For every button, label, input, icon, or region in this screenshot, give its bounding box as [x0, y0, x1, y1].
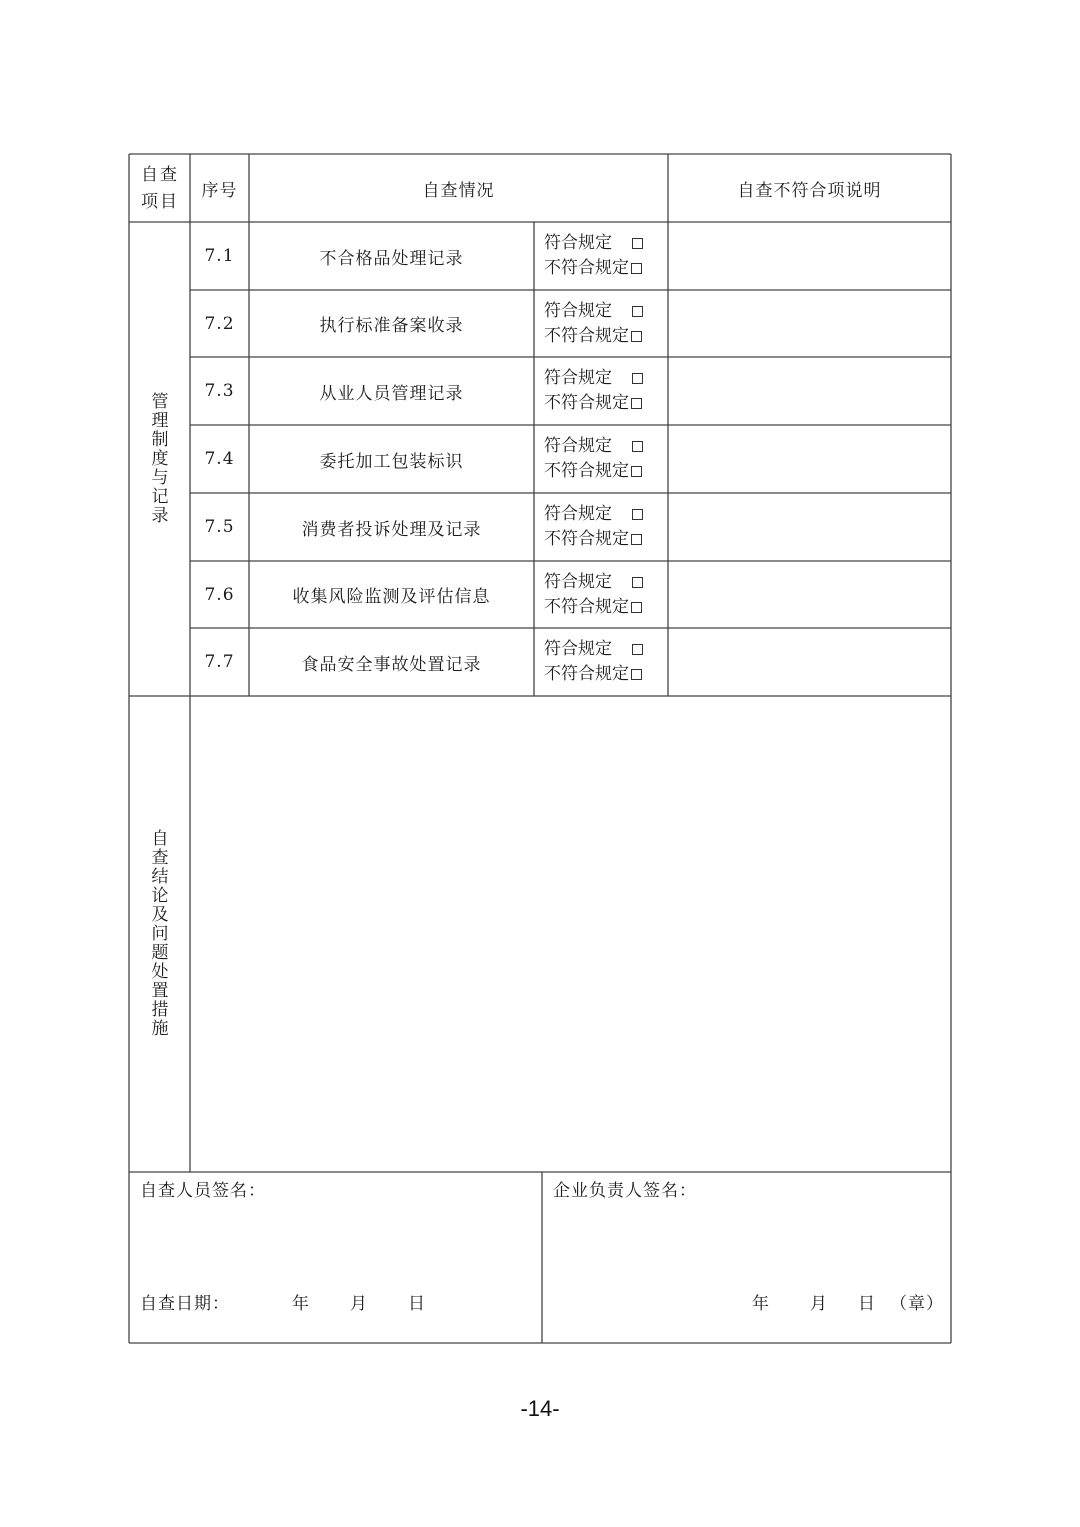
header-situation: 自查情况	[422, 181, 495, 201]
category-management-label	[130, 222, 190, 696]
date-year-label: 年	[292, 1294, 310, 1314]
category-management-char: 理	[151, 410, 169, 431]
nonconformity-note-field[interactable]	[669, 357, 951, 425]
conform-option[interactable]	[536, 502, 666, 527]
nonconform-label: 不符合规定	[544, 393, 629, 413]
nonconform-checkbox[interactable]	[631, 331, 642, 342]
conclusion-char: 题	[151, 943, 169, 963]
row-number: 7.1	[204, 246, 235, 266]
row-item: 收集风险监测及评估信息	[292, 587, 491, 607]
seal-label: （章）	[890, 1294, 944, 1314]
conform-label: 符合规定	[544, 436, 612, 456]
conclusion-char: 结	[151, 867, 169, 887]
inspection-date-label: 自查日期：	[140, 1294, 230, 1314]
row-number: 7.6	[204, 584, 235, 605]
nonconform-checkbox[interactable]	[631, 669, 642, 680]
category-management-char: 记	[151, 486, 169, 507]
conclusion-char: 自	[151, 829, 169, 849]
nonconformity-note-field[interactable]	[669, 628, 951, 696]
conclusion-char: 问	[151, 924, 169, 944]
conform-checkbox[interactable]	[632, 238, 643, 249]
compliance-choice	[536, 561, 666, 628]
conform-checkbox[interactable]	[632, 306, 643, 317]
conclusion-char: 置	[151, 981, 169, 1001]
conform-checkbox[interactable]	[632, 644, 643, 655]
nonconform-label: 不符合规定	[544, 258, 629, 278]
nonconform-label: 不符合规定	[544, 529, 629, 549]
header-category-line1: 自查	[141, 164, 179, 185]
conform-label: 符合规定	[544, 571, 612, 592]
nonconform-option[interactable]	[536, 391, 666, 416]
nonconformity-note-field[interactable]	[669, 425, 951, 493]
header-category	[130, 155, 190, 222]
nonconform-option[interactable]	[536, 662, 666, 687]
conform-option[interactable]	[536, 637, 666, 662]
conform-option[interactable]	[536, 299, 666, 324]
conform-checkbox[interactable]	[632, 441, 643, 452]
row-item: 消费者投诉处理及记录	[301, 519, 482, 540]
nonconform-checkbox[interactable]	[631, 398, 642, 409]
row-number: 7.2	[204, 313, 235, 334]
conform-checkbox[interactable]	[632, 373, 643, 384]
owner-signature-label: 企业负责人签名：	[553, 1181, 697, 1201]
nonconform-label: 不符合规定	[544, 325, 629, 346]
category-management-char: 制	[151, 429, 169, 450]
nonconformity-note-field[interactable]	[669, 561, 951, 628]
conform-option[interactable]	[536, 231, 666, 256]
row-item: 不合格品处理记录	[319, 248, 464, 269]
row-item: 执行标准备案收录	[319, 316, 464, 336]
conclusion-input-area[interactable]	[191, 697, 951, 1172]
category-management-char: 度	[151, 448, 169, 469]
conclusion-char: 处	[151, 962, 169, 982]
conform-option[interactable]	[536, 434, 666, 459]
compliance-choice	[536, 628, 666, 696]
nonconform-checkbox[interactable]	[631, 534, 642, 545]
conform-option[interactable]	[536, 366, 666, 391]
category-management-char: 管	[151, 391, 169, 412]
nonconform-label: 不符合规定	[544, 664, 629, 684]
conform-label: 符合规定	[544, 300, 612, 321]
owner-date-year-label: 年	[752, 1294, 770, 1314]
nonconformity-note-field[interactable]	[669, 222, 951, 290]
conform-checkbox[interactable]	[632, 509, 643, 520]
owner-date-month-label: 月	[810, 1294, 828, 1314]
conform-label: 符合规定	[544, 639, 612, 659]
row-item: 食品安全事故处置记录	[301, 654, 482, 675]
row-item: 从业人员管理记录	[319, 383, 464, 404]
owner-date-day-label: 日	[858, 1294, 876, 1314]
date-month-label: 月	[350, 1294, 368, 1314]
owner-signature-field[interactable]	[553, 1200, 943, 1280]
nonconformity-note-field[interactable]	[669, 493, 951, 561]
row-number: 7.4	[204, 449, 235, 469]
nonconform-checkbox[interactable]	[631, 602, 642, 613]
row-number: 7.7	[204, 652, 235, 672]
header-nonconformity: 自查不符合项说明	[737, 181, 882, 201]
conform-label: 符合规定	[544, 504, 612, 524]
row-item: 委托加工包装标识	[319, 451, 464, 472]
category-management-char: 与	[151, 467, 169, 488]
compliance-choice	[536, 357, 666, 425]
conform-label: 符合规定	[544, 368, 612, 388]
conclusion-char: 论	[151, 886, 169, 906]
conform-label: 符合规定	[544, 233, 612, 253]
nonconform-label: 不符合规定	[544, 461, 629, 481]
nonconform-option[interactable]	[536, 324, 666, 349]
nonconform-checkbox[interactable]	[631, 466, 642, 477]
conform-checkbox[interactable]	[632, 577, 643, 588]
conclusion-label	[130, 697, 190, 1172]
conclusion-char: 施	[151, 1019, 169, 1039]
nonconform-checkbox[interactable]	[631, 263, 642, 274]
conclusion-char: 措	[151, 1000, 169, 1020]
header-category-line2: 项目	[141, 191, 179, 212]
inspector-signature-field[interactable]	[140, 1200, 530, 1280]
category-management-char: 录	[151, 505, 169, 526]
nonconform-label: 不符合规定	[544, 596, 629, 617]
nonconform-option[interactable]	[536, 595, 666, 620]
nonconformity-note-field[interactable]	[669, 290, 951, 357]
conclusion-char: 查	[151, 848, 169, 868]
nonconform-option[interactable]	[536, 527, 666, 552]
compliance-choice	[536, 425, 666, 493]
header-seq: 序号	[201, 181, 238, 201]
compliance-choice	[536, 222, 666, 290]
conform-option[interactable]	[536, 570, 666, 595]
inspector-signature-label: 自查人员签名：	[140, 1181, 266, 1201]
row-number: 7.5	[204, 517, 235, 537]
page-number: -14-	[520, 1396, 560, 1421]
compliance-choice	[536, 493, 666, 561]
compliance-choice	[536, 290, 666, 357]
nonconform-option[interactable]	[536, 256, 666, 281]
conclusion-char: 及	[151, 905, 169, 925]
row-number: 7.3	[204, 381, 235, 401]
date-day-label: 日	[408, 1294, 426, 1314]
nonconform-option[interactable]	[536, 459, 666, 484]
